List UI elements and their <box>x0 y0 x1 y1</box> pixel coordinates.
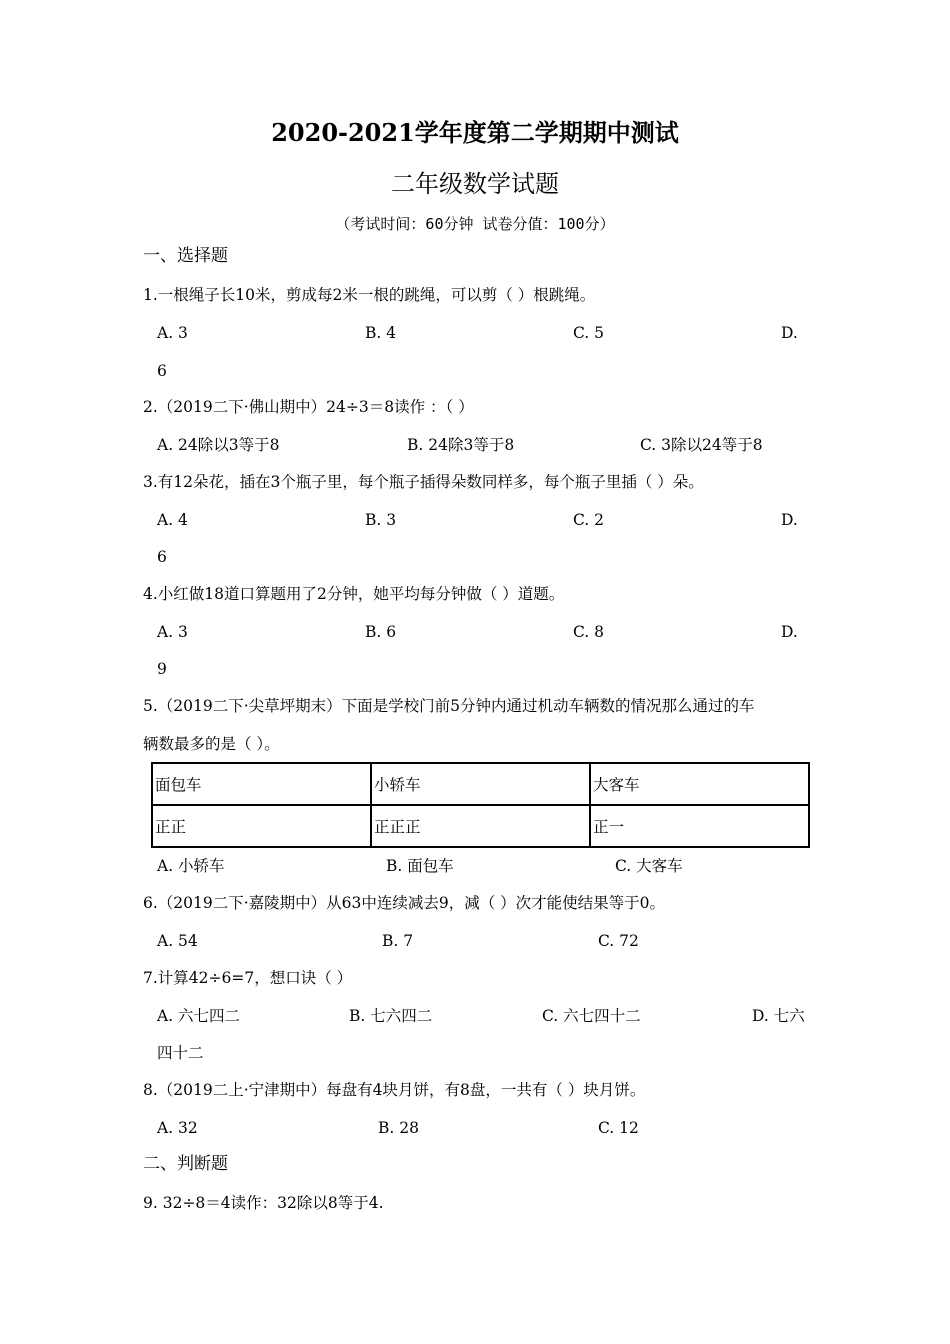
q5-option-c[interactable]: C. 大客车 <box>615 857 683 875</box>
q8-option-b[interactable]: B. 28 <box>378 1119 419 1137</box>
vehicle-tally-table <box>151 762 810 848</box>
q1-option-a[interactable]: A. 3 <box>157 324 188 342</box>
q6-option-c[interactable]: C. 72 <box>598 932 639 950</box>
question-5-line-1: 5.（2019二下·尖草坪期末）下面是学校门前5分钟内通过机动车辆数的情况那么通过的车 <box>143 697 755 715</box>
q6-option-b[interactable]: B. 7 <box>382 932 414 950</box>
question-4: 4.小红做18道口算题用了2分钟，她平均每分钟做（ ）道题。 <box>143 585 565 603</box>
q7-option-c[interactable]: C. 六七四十二 <box>542 1007 641 1025</box>
q1-option-d[interactable]: D. <box>781 324 798 342</box>
question-8: 8.（2019二上·宁津期中）每盘有4块月饼，有8盘，一共有（ ）块月饼。 <box>143 1081 646 1099</box>
q5-option-a[interactable]: A. 小轿车 <box>157 857 225 875</box>
q4-option-c[interactable]: C. 8 <box>573 623 605 641</box>
page-subtitle: 二年级数学试题 <box>391 170 559 198</box>
table-header-cell: 小轿车 <box>371 763 590 805</box>
q1-option-c[interactable]: C. 5 <box>573 324 605 342</box>
q2-option-b[interactable]: B. 24除3等于8 <box>407 436 515 454</box>
table-cell: 正正 <box>152 805 371 847</box>
q5-option-b[interactable]: B. 面包车 <box>386 857 454 875</box>
question-1: 1.一根绳子长10米，剪成每2米一根的跳绳，可以剪（ ）根跳绳。 <box>143 286 596 304</box>
table-cell: 正正正 <box>371 805 590 847</box>
q6-option-a[interactable]: A. 54 <box>157 932 198 950</box>
q3-option-a[interactable]: A. 4 <box>157 511 188 529</box>
q1-option-d-continued: 6 <box>157 362 167 380</box>
q4-option-b[interactable]: B. 6 <box>365 623 397 641</box>
q4-option-d-continued: 9 <box>157 660 167 678</box>
q8-option-c[interactable]: C. 12 <box>598 1119 639 1137</box>
question-6: 6.（2019二下·嘉陵期中）从63中连续减去9，减（ ）次才能使结果等于0。 <box>143 894 666 912</box>
q7-option-d[interactable]: D. 七六 <box>752 1007 805 1025</box>
q7-option-d-continued: 四十二 <box>157 1044 204 1062</box>
q4-option-a[interactable]: A. 3 <box>157 623 188 641</box>
q1-option-b[interactable]: B. 4 <box>365 324 397 342</box>
exam-info: （考试时间：60分钟 试卷分值：100分） <box>335 215 615 233</box>
q4-option-d[interactable]: D. <box>781 623 798 641</box>
section-heading-choice: 一、选择题 <box>143 246 228 266</box>
q2-option-a[interactable]: A. 24除以3等于8 <box>157 436 280 454</box>
q3-option-c[interactable]: C. 2 <box>573 511 605 529</box>
page-title: 2020-2021学年度第二学期期中测试 <box>271 118 679 147</box>
question-7: 7.计算42÷6=7，想口诀（ ） <box>143 969 353 987</box>
table-header-cell: 大客车 <box>590 763 809 805</box>
q7-option-b[interactable]: B. 七六四二 <box>349 1007 433 1025</box>
table-row <box>152 763 809 805</box>
question-9: 9. 32÷8＝4读作：32除以8等于4. <box>143 1194 384 1212</box>
question-2: 2.（2019二下·佛山期中）24÷3＝8读作 ：（ ） <box>143 398 474 416</box>
q8-option-a[interactable]: A. 32 <box>157 1119 198 1137</box>
q3-option-b[interactable]: B. 3 <box>365 511 397 529</box>
q3-option-d[interactable]: D. <box>781 511 798 529</box>
table-row <box>152 805 809 847</box>
table-header-cell: 面包车 <box>152 763 371 805</box>
table-cell: 正一 <box>590 805 809 847</box>
question-5-line-2: 辆数最多的是（ ）。 <box>143 735 280 753</box>
question-3: 3.有12朵花，插在3个瓶子里，每个瓶子插得朵数同样多，每个瓶子里插（ ）朵。 <box>143 473 704 491</box>
q3-option-d-continued: 6 <box>157 548 167 566</box>
section-heading-judgement: 二、判断题 <box>143 1154 228 1174</box>
q2-option-c[interactable]: C. 3除以24等于8 <box>640 436 763 454</box>
q7-option-a[interactable]: A. 六七四二 <box>157 1007 241 1025</box>
